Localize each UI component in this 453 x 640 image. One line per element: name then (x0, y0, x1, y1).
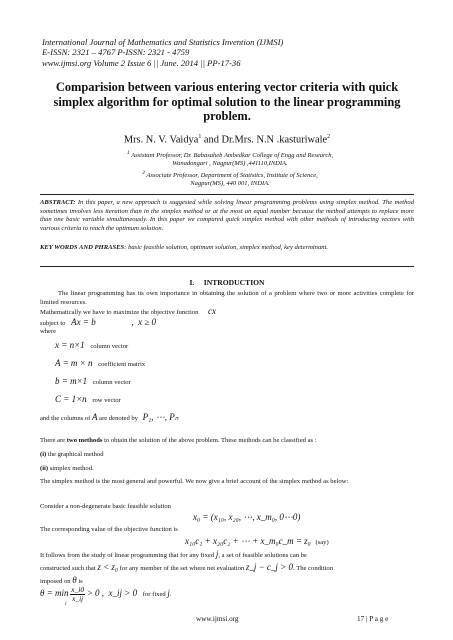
def-c-math: C = 1×n (55, 394, 87, 404)
def-a-math: A = m × n (55, 358, 93, 368)
definition-c (55, 395, 429, 406)
method-2-text: simplex method. (48, 465, 94, 472)
imposed-line (40, 576, 414, 587)
constructed-text-c: . The condition (293, 565, 333, 572)
constructed-math-2: z_j − c_j > 0 (245, 562, 294, 572)
journal-volume: www.ijmsi.org Volume 2 Issue 6 || June. 2014 || PP-17-36 (42, 57, 241, 68)
columns-math: P₁, ⋯, Pₙ (142, 412, 179, 422)
definition-x (55, 341, 429, 352)
affil-line-2: Wanadongari , Nagpur(MS) ,441110,INDIA. (172, 160, 288, 168)
theta-end: . (169, 591, 172, 599)
theta-tail: for fixed (142, 591, 166, 599)
objective-line (40, 307, 414, 318)
two-methods-line (40, 437, 414, 446)
objective-text: Mathematically we have to maximize the objective function (40, 309, 199, 316)
theta-min-subscript: i (65, 601, 67, 607)
objective-value-line: The corresponding value of the objective function is (40, 526, 178, 533)
method-1 (40, 451, 414, 460)
columns-line (40, 413, 414, 424)
constructed-math-1: z < z₀ (97, 562, 119, 572)
rule-top (40, 194, 414, 195)
constructed-line (40, 563, 414, 574)
theta-denominator: x_ij (71, 594, 84, 603)
columns-text-2: are denoted by (99, 415, 138, 422)
where-label: where (40, 328, 57, 335)
two-methods-post: to obtain the solution of the above problem. These methods can be classified as : (102, 437, 317, 444)
author-1: Mrs. N. V. Vaidya (123, 134, 199, 146)
def-b-text: column vector (92, 379, 131, 386)
method-1-text: the graphical method (46, 451, 104, 458)
method-2 (40, 465, 414, 474)
abstract (40, 199, 414, 233)
theta-numerator: x_i0 (71, 585, 85, 594)
keywords-label: KEY WORDS AND PHRASES (40, 244, 125, 251)
nondegenerate-line: Consider a non-degenerate basic feasible solution (40, 503, 171, 510)
paper-title: Comparision between various entering vector criteria with quick simplex algorithm for optimal solution to the linear programming problem. (53, 80, 401, 124)
two-methods-pre: There are (40, 437, 67, 444)
keywords-text: : basic feasible solution, optimum solution, simplex method, key determinant. (124, 244, 329, 251)
imposed-text-a: imposed on (40, 578, 71, 585)
method-2-num: (ii) (40, 465, 49, 472)
imposed-theta: θ (72, 575, 77, 585)
constraint-line (40, 318, 414, 329)
two-methods-bold: two methods (66, 437, 103, 444)
abstract-text: In this paper, a new approach is suggested while solving linear programming problems using simplex method. The method sometimes involves less iteration than in the simplex method or at the most an equal number because the method attempts to replace more than one basic variable simultaneously. In this paper we compared quick simplex method with other methods of introducing vectors with various criteria to reach the optimum solution. (40, 199, 414, 232)
equation-2-math: x₁₀c₁ + x₂₀c₂ + ⋯ + x_m₀c_m = z₀ (185, 536, 311, 546)
imposed-text-b: is (78, 578, 83, 585)
journal-header (42, 37, 283, 68)
affil-num-1: 1 (126, 150, 130, 156)
intro-paragraph-1: The linear programming has its own importance in obtaining the solution of a problem where two or more activities complete for limited resources. (40, 290, 414, 306)
affil-num-2: 2 (142, 169, 145, 176)
def-x-text: column vector (90, 343, 129, 350)
author-connector: and (201, 134, 222, 146)
definition-b (55, 377, 429, 388)
definition-a (55, 359, 429, 370)
paper-authors (40, 134, 414, 145)
follows-text-b: , a set of feasible solutions can be (218, 552, 307, 559)
rule-bottom (40, 266, 414, 267)
method-1-num: (i) (40, 451, 47, 458)
def-a-text: coefficient matrix (98, 361, 146, 368)
affiliations (80, 149, 380, 188)
follows-line (40, 550, 414, 561)
simplex-paragraph: The simplex method is the most general and powerful. We now give a brief account of the simplex method as below: (40, 478, 349, 485)
equation-1-math: x₀ = (x₁₀, x₂₀, ⋯, x_m₀, 0⋯0) (193, 512, 301, 522)
def-c-text: row vector (92, 397, 121, 404)
journal-issn: E-ISSN: 2321 – 4767 P-ISSN: 2321 - 4759 (42, 47, 190, 58)
columns-a: A (92, 412, 98, 422)
section-heading: I. INTRODUCTION (189, 278, 265, 287)
abstract-label: ABSTRACT: (40, 199, 76, 206)
theta-lhs: θ = min (40, 588, 69, 599)
theta-j: j (167, 588, 170, 599)
affil-line-1: Assistant Professor, Dr. Babasaheb Ambedkar College of Engg and Research, (131, 152, 334, 160)
constraint-math: Ax = b (71, 317, 96, 327)
constructed-text-b: for any member of the set where net evaluation (119, 565, 245, 572)
footer-url[interactable]: www.ijmsi.org (196, 615, 239, 623)
affil-line-3: Associate Professor, Department of Statistics, Institute of Science, (146, 171, 318, 179)
footer-page-number: 17 | P a g e (357, 615, 389, 623)
author-1-sup: 1 (198, 134, 202, 140)
subject-to-label: subject to (40, 320, 66, 327)
author-2: Dr.Mrs. N.N .kasturiwale (221, 134, 328, 146)
nonneg-math: , x ≥ 0 (131, 317, 157, 327)
equation-2 (185, 537, 453, 548)
follows-text-a: It follows from the study of linear programming that for any fixed (40, 552, 215, 559)
keywords (40, 244, 414, 253)
constructed-text-a: constructed such that (40, 565, 96, 572)
equation-2-tail: (say) (315, 539, 329, 546)
author-2-sup: 2 (327, 134, 331, 140)
def-b-math: b = m×1 (55, 376, 88, 386)
follows-j: j (215, 549, 219, 559)
columns-text: and the columns of (40, 415, 91, 422)
equation-1 (193, 513, 453, 524)
affil-line-4: Nagpur(MS), 440 001, INDIA. (190, 179, 270, 187)
journal-name: International Journal of Mathematics and Statistics Invention (IJMSI) (42, 37, 284, 47)
objective-math: cx (208, 306, 217, 316)
def-x-math: x = n×1 (55, 340, 85, 350)
theta-rhs: > 0 , x_ij > 0 (86, 588, 138, 599)
